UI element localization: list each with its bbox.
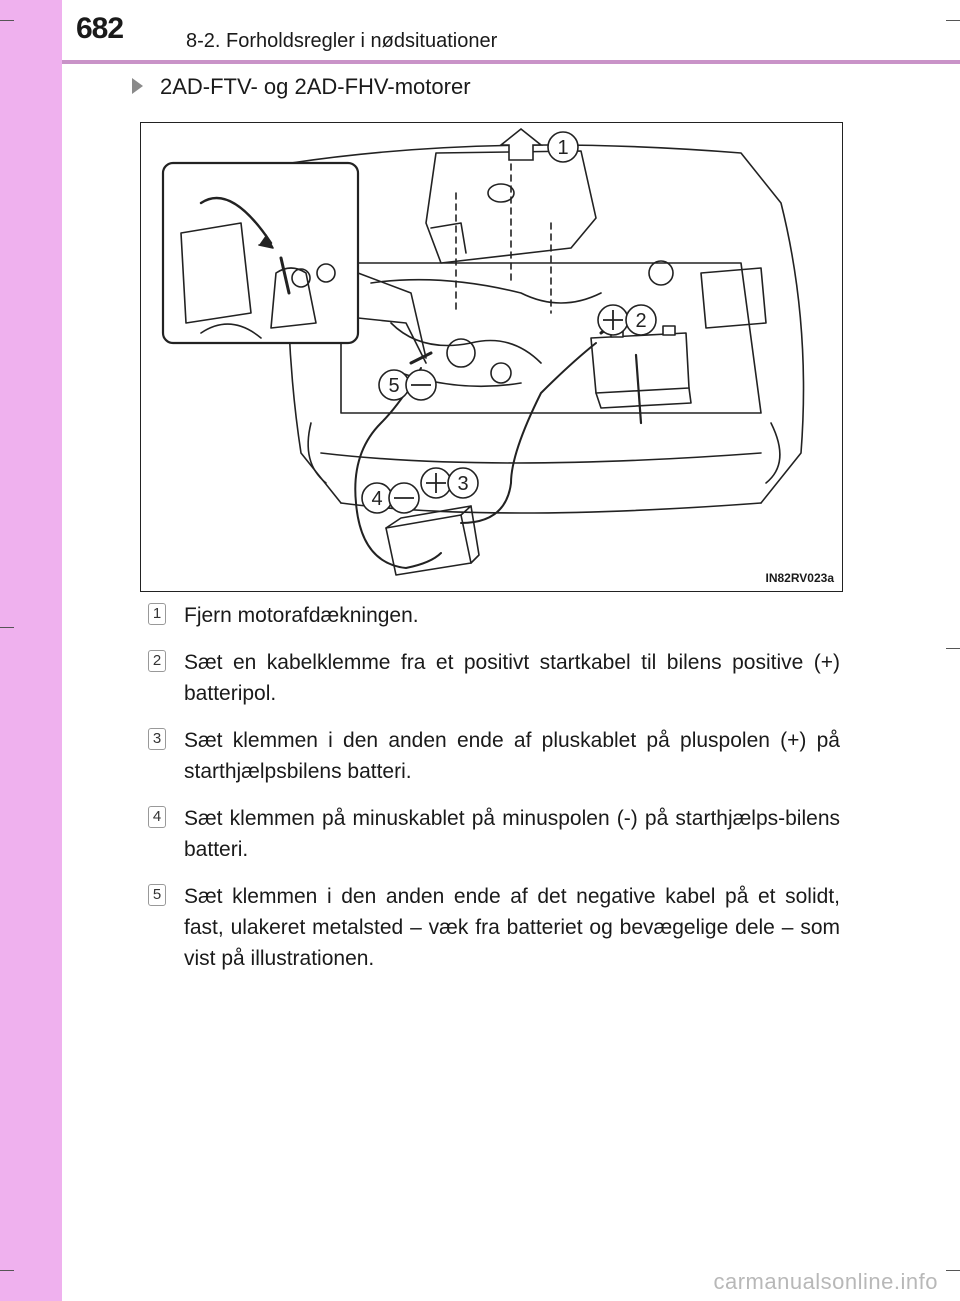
subheading-text: 2AD-FTV- og 2AD-FHV-motorer [160,74,471,99]
watermark: carmanualsonline.info [713,1269,938,1294]
list-item [148,803,840,865]
crop-mark [946,648,960,649]
crop-mark [946,20,960,21]
callout-5-label: 5 [388,375,400,397]
crop-mark [0,20,14,21]
engine-illustration [140,122,843,592]
list-item [148,600,840,631]
list-item [148,881,840,974]
list-item [148,647,840,709]
header-rule [62,60,960,64]
triangle-bullet-icon [132,78,143,94]
crop-mark [0,1270,14,1271]
step-list [148,600,840,990]
engine-drawing [141,123,843,592]
step-text: Sæt klemmen i den anden ende af pluskablet på pluspolen (+) på starthjælpsbilens batteri. [184,729,840,783]
step-number: 4 [148,806,166,828]
callout-2-label: 2 [635,310,647,332]
callout-3-label: 3 [457,473,469,495]
step-text: Fjern motorafdækningen. [184,604,419,627]
step-number: 5 [148,884,166,906]
step-number: 2 [148,650,166,672]
side-tab-band [0,0,62,1301]
callout-4-label: 4 [371,488,383,510]
step-number: 1 [148,603,166,625]
crop-mark [946,1270,960,1271]
callout-3-icon [421,468,478,498]
figure-code: IN82RV023a [765,571,834,585]
list-item [148,725,840,787]
section-title: 8-2. Forholdsregler i nødsituationer [186,30,498,52]
subheading [160,74,471,100]
step-number: 3 [148,728,166,750]
step-text: Sæt en kabelklemme fra et positivt startkabel til bilens positive (+) batteripol. [184,651,840,705]
step-text: Sæt klemmen på minuskablet på minuspolen (-) på starthjælps-bilens batteri. [184,807,840,861]
step-text: Sæt klemmen i den anden ende af det negative kabel på et solidt, fast, ulakeret metalsted – væk fra batteriet og bevægelige dele – som vist på illustrationen. [184,885,840,970]
callout-2-icon [598,305,656,335]
callout-1-label: 1 [557,137,569,159]
page-number: 682 [76,12,124,45]
crop-mark [0,627,14,628]
